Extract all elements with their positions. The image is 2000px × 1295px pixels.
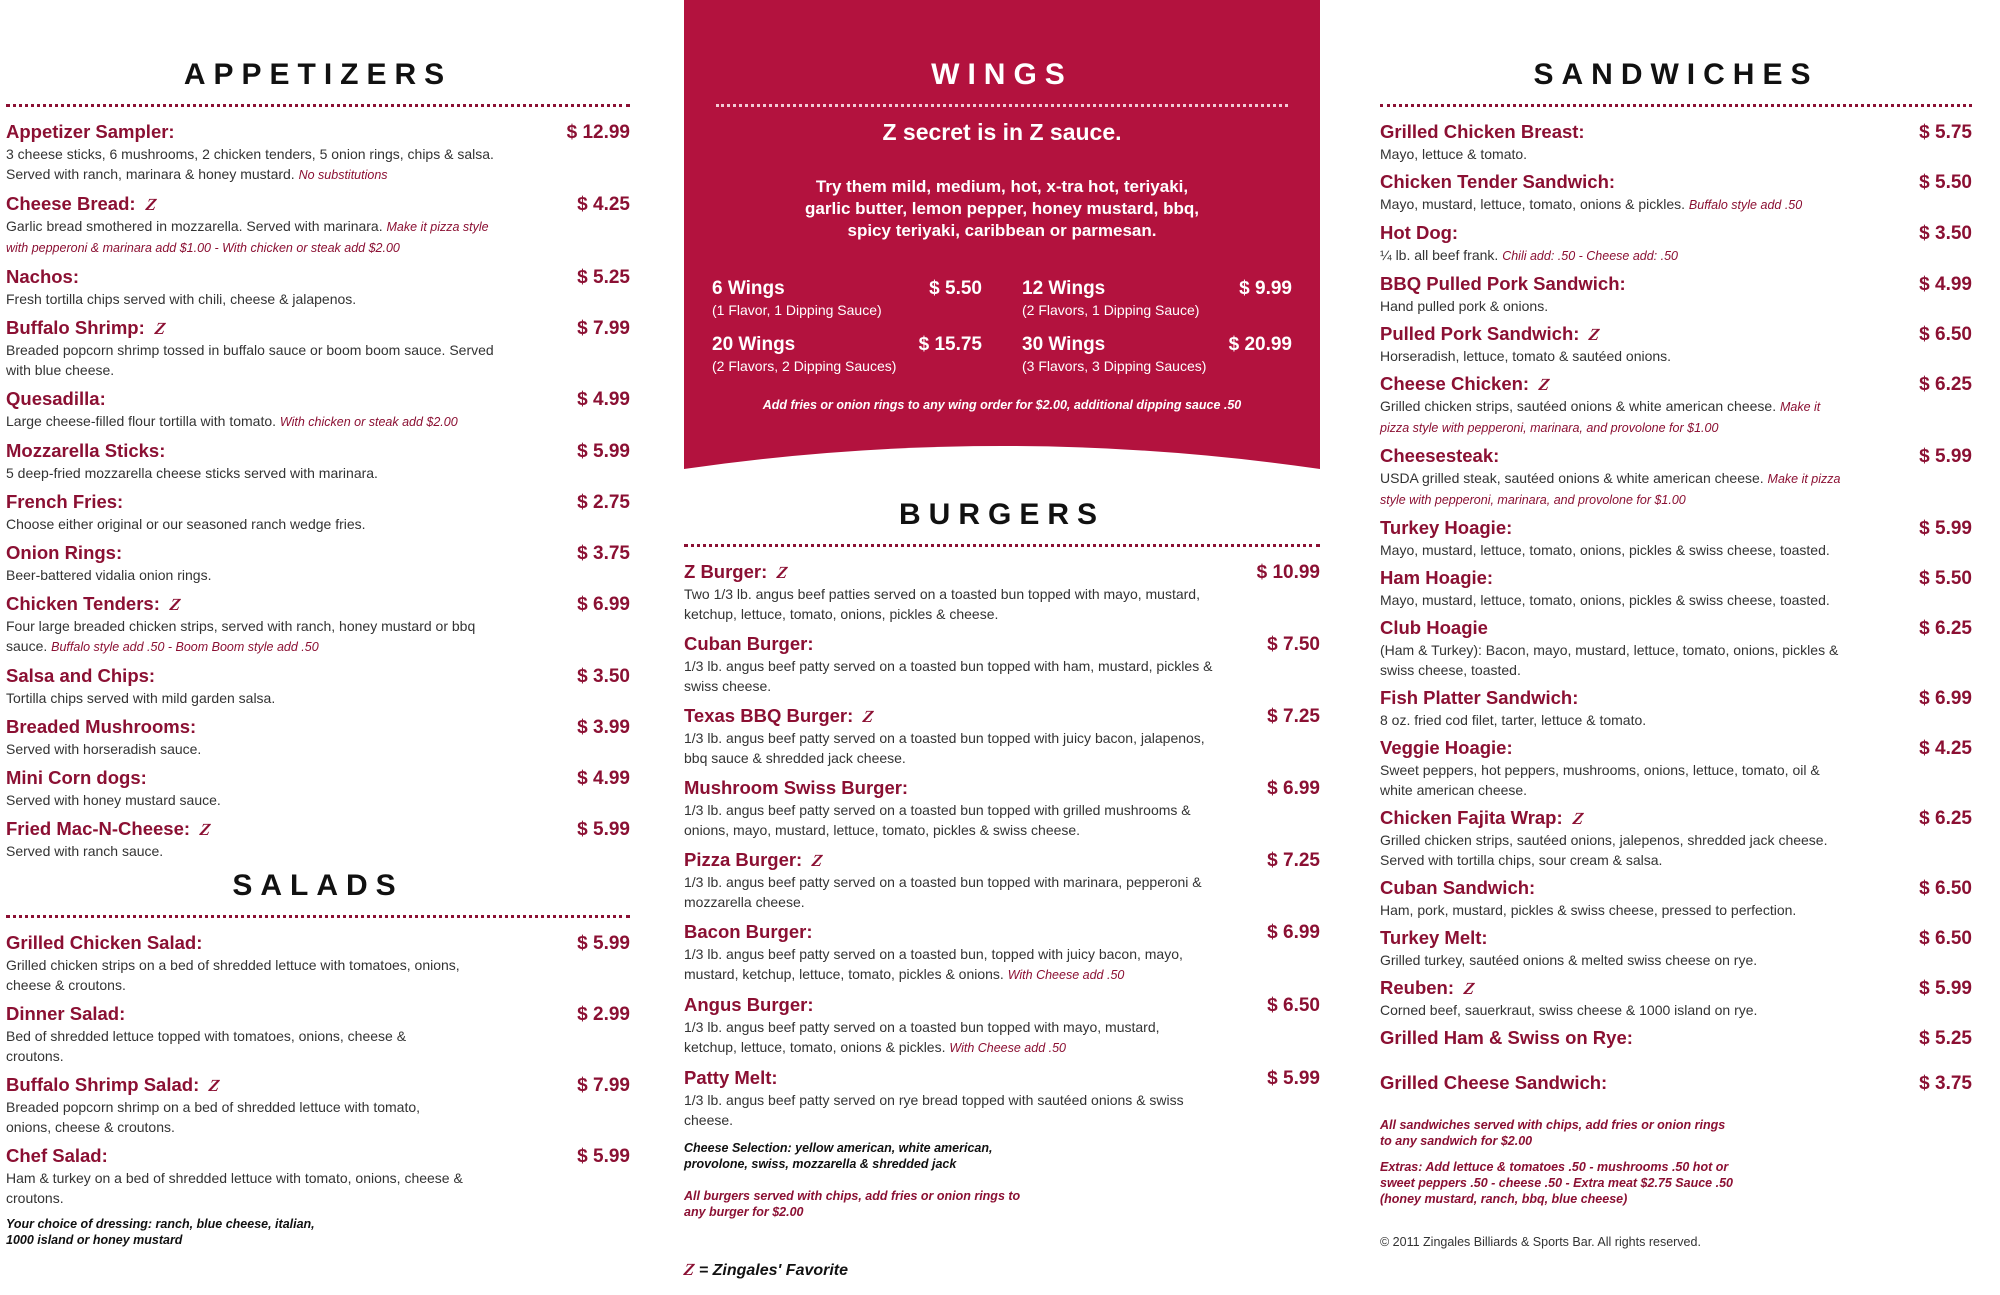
copyright: © 2011 Zingales Billiards & Sports Bar. All rights reserved. [1380, 1235, 1701, 1249]
sandwich-item [1380, 445, 1972, 510]
appetizer-item [6, 593, 630, 657]
salads-list [6, 932, 630, 1208]
item-price: $ 7.99 [577, 318, 630, 339]
left-column [6, 0, 630, 1248]
item-price: $ 5.99 [577, 1146, 630, 1167]
item-name: Fried Mac-N-Cheese: [6, 818, 191, 839]
item-description: Ham & turkey on a bed of shredded lettuce with tomato, onions, cheese & croutons. [6, 1170, 463, 1206]
item-price: $ 6.25 [1919, 808, 1972, 829]
item-name: Turkey Hoagie: [1380, 517, 1513, 538]
appetizer-item [6, 818, 630, 861]
appetizers-list [6, 121, 630, 861]
item-price: $ 4.99 [1919, 274, 1972, 295]
item-name: Patty Melt: [684, 1067, 778, 1088]
sandwich-item [1380, 737, 1972, 800]
wing-option-detail: (2 Flavors, 2 Dipping Sauces) [712, 358, 897, 374]
z-favorite-icon: Z [168, 595, 183, 614]
item-price: $ 5.75 [1919, 122, 1972, 143]
item-name: Salsa and Chips: [6, 665, 156, 686]
item-price: $ 5.99 [577, 933, 630, 954]
item-price: $ 3.50 [1919, 223, 1972, 244]
item-name: Mozzarella Sticks: [6, 440, 166, 461]
item-name: Grilled Chicken Salad: [6, 932, 203, 953]
item-name: Mini Corn dogs: [6, 767, 147, 788]
sandwiches-chips-note: All sandwiches served with chips, add fries or onion rings to any sandwich for $2.00 [1380, 1118, 1726, 1148]
item-note: Buffalo style add .50 - Boom Boom style add .50 [51, 640, 319, 654]
burger-item [684, 921, 1320, 985]
item-price: $ 7.99 [577, 1075, 630, 1096]
item-description: Ham, pork, mustard, pickles & swiss cheese, pressed to perfection. [1380, 902, 1797, 918]
item-price: $ 3.75 [1919, 1073, 1972, 1094]
appetizer-item [6, 121, 630, 185]
item-name: Dinner Salad: [6, 1003, 126, 1024]
item-price: $ 6.25 [1919, 374, 1972, 395]
item-description: 8 oz. fried cod filet, tarter, lettuce & tomato. [1380, 712, 1647, 728]
z-favorite-icon: Z [1571, 809, 1585, 828]
item-name: Buffalo Shrimp: [6, 317, 145, 338]
sandwich-item [1380, 807, 1972, 870]
z-favorite-icon: Z [861, 707, 876, 726]
item-price: $ 5.50 [1919, 172, 1972, 193]
item-name: Breaded Mushrooms: [6, 716, 197, 737]
burgers-chips-note: All burgers served with chips, add fries or onion rings to any burger for $2.00 [684, 1189, 1021, 1219]
item-description: USDA grilled steak, sautéed onions & white american cheese. [1380, 470, 1764, 486]
item-name: Grilled Ham & Swiss on Rye: [1380, 1027, 1633, 1048]
appetizer-item [6, 440, 630, 483]
salad-item [6, 1074, 630, 1137]
item-price: $ 5.99 [577, 819, 630, 840]
item-description: 5 deep-fried mozzarella cheese sticks served with marinara. [6, 465, 378, 481]
item-name: Grilled Chicken Breast: [1380, 121, 1585, 142]
item-name: Cheesesteak: [1380, 445, 1500, 466]
item-description: 1/3 lb. angus beef patty served on a toasted bun topped with ham, mustard, pickles & swiss cheese. [684, 658, 1213, 694]
sandwich-item [1380, 323, 1972, 366]
item-description: Mayo, mustard, lettuce, tomato, onions & pickles. [1380, 196, 1686, 212]
item-price: $ 2.99 [577, 1004, 630, 1025]
sandwich-item [1380, 222, 1972, 266]
item-price: $ 5.99 [1267, 1068, 1320, 1089]
z-favorite-icon: Z [153, 319, 167, 338]
item-price: $ 7.25 [1267, 706, 1320, 727]
item-description: Grilled turkey, sautéed onions & melted swiss cheese on rye. [1380, 952, 1758, 968]
z-favorite-icon: Z [1587, 325, 1602, 344]
wing-option [1022, 334, 1292, 374]
item-note: With chicken or steak add $2.00 [279, 415, 458, 429]
wings-flavors: Try them mild, medium, hot, x-tra hot, teriyaki, garlic butter, lemon pepper, honey mustard, bbq, spicy teriyaki, caribbean or parmesan. [805, 177, 1199, 240]
extras-note: Extras: Add lettuce & tomatoes .50 - mushrooms .50 hot or sweet peppers .50 - cheese .50 - Extra meat $2.75 Sauce .50 (honey mustard, ranch, bbq, blue cheese) [1380, 1160, 1733, 1206]
item-price: $ 4.25 [577, 194, 630, 215]
appetizer-item [6, 491, 630, 534]
dressing-note: Your choice of dressing: ranch, blue cheese, italian, 1000 island or honey mustard [6, 1217, 315, 1247]
item-name: Chicken Fajita Wrap: [1380, 807, 1563, 828]
wing-option-price: $ 20.99 [1228, 334, 1292, 355]
item-description: Breaded popcorn shrimp on a bed of shredded lettuce with tomato, onions, cheese & croutons. [6, 1099, 421, 1135]
wings-footer: Add fries or onion rings to any wing order for $2.00, additional dipping sauce .50 [762, 398, 1242, 412]
item-note: With Cheese add .50 [1007, 968, 1125, 982]
item-note: Make it pizza style with pepperoni, marinara, and provolone for $1.00 [1380, 472, 1841, 507]
middle-column [684, 498, 1320, 1280]
item-description: Sweet peppers, hot peppers, mushrooms, onions, lettuce, tomato, oil & white american cheese. [1380, 762, 1820, 798]
item-description: Two 1/3 lb. angus beef patties served on a toasted bun topped with mayo, mustard, ketchup, lettuce, tomato, onions, pickles & cheese. [684, 586, 1200, 622]
item-price: $ 6.99 [1267, 778, 1320, 799]
item-name: Cheese Chicken: [1380, 373, 1530, 394]
item-name: Appetizer Sampler: [6, 121, 175, 142]
appetizer-item [6, 317, 630, 380]
item-description: Four large breaded chicken strips, served with ranch, honey mustard or bbq sauce. [6, 618, 476, 654]
item-description: Beer-battered vidalia onion rings. [6, 567, 212, 583]
item-description: 1/3 lb. angus beef patty served on a toasted bun topped with mayo, mustard, ketchup, lettuce, tomato, onions & pickles. [684, 1019, 1160, 1055]
item-description: Mayo, lettuce & tomato. [1380, 146, 1528, 162]
item-name: Nachos: [6, 266, 79, 287]
item-name: French Fries: [6, 491, 124, 512]
wings-panel [684, 0, 1320, 495]
item-name: Fish Platter Sandwich: [1380, 687, 1579, 708]
item-name: Turkey Melt: [1380, 927, 1488, 948]
item-description: 1/3 lb. angus beef patty served on a toasted bun topped with grilled mushrooms & onions, mayo, mustard, lettuce, tomato, pickles & swiss cheese. [684, 802, 1191, 838]
appetizer-item [6, 716, 630, 759]
legend-text: = Zingales' Favorite [698, 1262, 849, 1279]
item-description: Bed of shredded lettuce topped with tomatoes, onions, cheese & croutons. [6, 1028, 407, 1064]
sandwich-item [1380, 373, 1972, 438]
item-description: Mayo, mustard, lettuce, tomato, onions, pickles & swiss cheese, toasted. [1380, 592, 1830, 608]
item-note: Make it pizza style with pepperoni & marinara add $1.00 - With chicken or steak add $2.00 [6, 220, 489, 255]
item-price: $ 2.75 [577, 492, 630, 513]
wings-options [684, 278, 1320, 374]
item-name: Chicken Tender Sandwich: [1380, 171, 1616, 192]
item-price: $ 6.99 [577, 594, 630, 615]
wings-tagline: Z secret is in Z sauce. [882, 119, 1122, 145]
item-description: 1/3 lb. angus beef patty served on rye bread topped with sautéed onions & swiss cheese. [684, 1092, 1184, 1128]
right-column [1380, 0, 1972, 1249]
item-description: Hand pulled pork & onions. [1380, 298, 1549, 314]
item-price: $ 4.99 [577, 389, 630, 410]
item-description: Large cheese-filled flour tortilla with tomato. [6, 413, 277, 429]
item-price: $ 7.50 [1267, 634, 1320, 655]
item-name: Quesadilla: [6, 388, 106, 409]
appetizer-item [6, 388, 630, 432]
item-description: (Ham & Turkey): Bacon, mayo, mustard, lettuce, tomato, onions, pickles & swiss cheese, toasted. [1380, 642, 1839, 678]
sandwich-item [1380, 687, 1972, 730]
item-description: 1/3 lb. angus beef patty served on a toasted bun topped with marinara, pepperoni & mozzarella cheese. [684, 874, 1202, 910]
z-favorite-icon: Z [682, 1260, 697, 1279]
z-favorite-icon: Z [1537, 375, 1552, 394]
item-description: Tortilla chips served with mild garden salsa. [6, 690, 276, 706]
z-favorite-icon: Z [775, 563, 790, 582]
item-description: Horseradish, lettuce, tomato & sautéed onions. [1380, 348, 1672, 364]
wing-option-name: 30 Wings [1022, 334, 1106, 355]
item-note: Make it pizza style with pepperoni, marinara, and provolone for $1.00 [1380, 400, 1821, 435]
salads-title: SALADS [232, 869, 404, 902]
item-description: Mayo, mustard, lettuce, tomato, onions, pickles & swiss cheese, toasted. [1380, 542, 1830, 558]
item-name: Veggie Hoagie: [1380, 737, 1513, 758]
wing-option-name: 6 Wings [712, 278, 785, 299]
item-description: 1/3 lb. angus beef patty served on a toasted bun, topped with juicy bacon, mayo, mustard, ketchup, lettuce, tomato, pickles & onions. [684, 946, 1183, 982]
salad-item [6, 1145, 630, 1208]
item-description: Grilled chicken strips, sautéed onions, jalepenos, shredded jack cheese. Served with tortilla chips, sour cream & salsa. [1380, 832, 1828, 868]
item-price: $ 6.50 [1267, 995, 1320, 1016]
z-favorite-icon: Z [1462, 979, 1477, 998]
z-favorite-icon: Z [810, 851, 825, 870]
item-price: $ 7.25 [1267, 850, 1320, 871]
sandwich-item [1380, 121, 1972, 164]
sandwich-item [1380, 1072, 1972, 1095]
divider [6, 915, 630, 918]
wing-option-detail: (1 Flavor, 1 Dipping Sauce) [712, 302, 882, 318]
item-name: Pizza Burger: [684, 849, 803, 870]
appetizer-item [6, 542, 630, 585]
item-name: Reuben: [1380, 977, 1454, 998]
item-description: Grilled chicken strips on a bed of shredded lettuce with tomatoes, onions, cheese & croutons. [6, 957, 460, 993]
item-description: 1/3 lb. angus beef patty served on a toasted bun topped with juicy bacon, jalapenos, bbq sauce & shredded jack cheese. [684, 730, 1205, 766]
sandwich-item [1380, 273, 1972, 316]
sandwich-item [1380, 927, 1972, 970]
item-price: $ 5.99 [1919, 978, 1972, 999]
item-price: $ 6.99 [1919, 688, 1972, 709]
wing-option [712, 278, 982, 318]
item-price: $ 6.50 [1919, 928, 1972, 949]
cheese-selection: Cheese Selection: yellow american, white american, provolone, swiss, mozzarella & shredded jack [684, 1141, 993, 1171]
item-name: Z Burger: [684, 561, 768, 582]
wing-option-price: $ 9.99 [1239, 278, 1292, 299]
divider [1380, 104, 1972, 107]
item-name: Onion Rings: [6, 542, 123, 563]
item-price: $ 3.75 [577, 543, 630, 564]
item-name: Chef Salad: [6, 1145, 108, 1166]
item-description: Grilled chicken strips, sautéed onions & white american cheese. [1380, 398, 1777, 414]
burger-item [684, 705, 1320, 768]
panel-curve [684, 437, 1320, 497]
item-price: $ 6.50 [1919, 878, 1972, 899]
item-price: $ 4.25 [1919, 738, 1972, 759]
burgers-list [684, 561, 1320, 1130]
item-description: ¼ lb. all beef frank. [1380, 247, 1499, 263]
sandwich-item [1380, 877, 1972, 920]
z-favorite-icon: Z [207, 1076, 222, 1095]
appetizer-item [6, 665, 630, 708]
divider [684, 544, 1320, 547]
z-favorite-icon: Z [198, 820, 213, 839]
item-price: $ 5.99 [1919, 518, 1972, 539]
appetizer-item [6, 193, 630, 258]
legend [684, 1260, 1320, 1280]
item-name: Mushroom Swiss Burger: [684, 777, 909, 798]
item-name: Texas BBQ Burger: [684, 705, 854, 726]
wings-title: WINGS [931, 58, 1073, 91]
item-name: Cuban Sandwich: [1380, 877, 1536, 898]
item-note: Chili add: .50 - Cheese add: .50 [1502, 249, 1678, 263]
item-description: Corned beef, sauerkraut, swiss cheese & 1000 island on rye. [1380, 1002, 1758, 1018]
item-name: BBQ Pulled Pork Sandwich: [1380, 273, 1626, 294]
wing-option-detail: (3 Flavors, 3 Dipping Sauces) [1022, 358, 1207, 374]
item-note: Buffalo style add .50 [1688, 198, 1803, 212]
appetizer-item [6, 767, 630, 810]
wing-option-detail: (2 Flavors, 1 Dipping Sauce) [1022, 302, 1200, 318]
item-name: Hot Dog: [1380, 222, 1459, 243]
divider [6, 104, 630, 107]
wing-option-price: $ 5.50 [929, 278, 982, 299]
burger-item [684, 994, 1320, 1058]
item-price: $ 5.25 [1919, 1028, 1972, 1049]
wing-option-name: 12 Wings [1022, 278, 1106, 299]
item-name: Buffalo Shrimp Salad: [6, 1074, 200, 1095]
item-name: Chicken Tenders: [6, 593, 160, 614]
burger-item [684, 1067, 1320, 1130]
wing-option-name: 20 Wings [712, 334, 796, 355]
burgers-title: BURGERS [898, 498, 1105, 531]
sandwich-item [1380, 517, 1972, 560]
item-name: Ham Hoagie: [1380, 567, 1494, 588]
appetizer-item [6, 266, 630, 309]
wing-option-price: $ 15.75 [918, 334, 982, 355]
item-price: $ 4.99 [577, 768, 630, 789]
appetizers-title: APPETIZERS [183, 58, 453, 91]
salad-item [6, 1003, 630, 1066]
item-name: Bacon Burger: [684, 921, 813, 942]
item-price: $ 5.50 [1919, 568, 1972, 589]
burger-item [684, 777, 1320, 840]
item-price: $ 12.99 [566, 122, 630, 143]
z-favorite-icon: Z [143, 195, 158, 214]
item-description: 3 cheese sticks, 6 mushrooms, 2 chicken tenders, 5 onion rings, chips & salsa. Served with ranch, marinara & honey mustard. [6, 146, 494, 182]
item-price: $ 10.99 [1256, 562, 1320, 583]
burger-item [684, 633, 1320, 696]
item-name: Angus Burger: [684, 994, 814, 1015]
sandwich-item [1380, 171, 1972, 215]
sandwiches-list [1380, 121, 1972, 1095]
burger-item [684, 849, 1320, 912]
item-name: Cuban Burger: [684, 633, 814, 654]
salad-item [6, 932, 630, 995]
divider [716, 104, 1288, 107]
sandwich-item [1380, 977, 1972, 1020]
item-price: $ 5.25 [577, 267, 630, 288]
item-description: Choose either original or our seasoned ranch wedge fries. [6, 516, 366, 532]
item-note: With Cheese add .50 [949, 1041, 1067, 1055]
item-name: Pulled Pork Sandwich: [1380, 323, 1580, 344]
sandwiches-title: SANDWICHES [1533, 58, 1819, 91]
item-price: $ 6.99 [1267, 922, 1320, 943]
wing-option [1022, 278, 1292, 318]
item-price: $ 3.50 [577, 666, 630, 687]
sandwich-item [1380, 1027, 1972, 1050]
wing-option [712, 334, 982, 374]
item-description: Served with ranch sauce. [6, 843, 164, 859]
item-price: $ 3.99 [577, 717, 630, 738]
item-name: Club Hoagie [1380, 617, 1488, 638]
item-name: Cheese Bread: [6, 193, 136, 214]
item-description: Fresh tortilla chips served with chili, cheese & jalapenos. [6, 291, 357, 307]
burger-item [684, 561, 1320, 624]
item-note: No substitutions [298, 168, 388, 182]
item-price: $ 6.25 [1919, 618, 1972, 639]
item-price: $ 6.50 [1919, 324, 1972, 345]
item-description: Served with horseradish sauce. [6, 741, 202, 757]
item-description: Served with honey mustard sauce. [6, 792, 221, 808]
item-description: Garlic bread smothered in mozzarella. Served with marinara. [6, 218, 383, 234]
item-name: Grilled Cheese Sandwich: [1380, 1072, 1608, 1093]
item-description: Breaded popcorn shrimp tossed in buffalo sauce or boom boom sauce. Served with blue cheese. [6, 342, 494, 378]
sandwich-item [1380, 567, 1972, 610]
item-price: $ 5.99 [577, 441, 630, 462]
item-price: $ 5.99 [1919, 446, 1972, 467]
sandwich-item [1380, 617, 1972, 680]
